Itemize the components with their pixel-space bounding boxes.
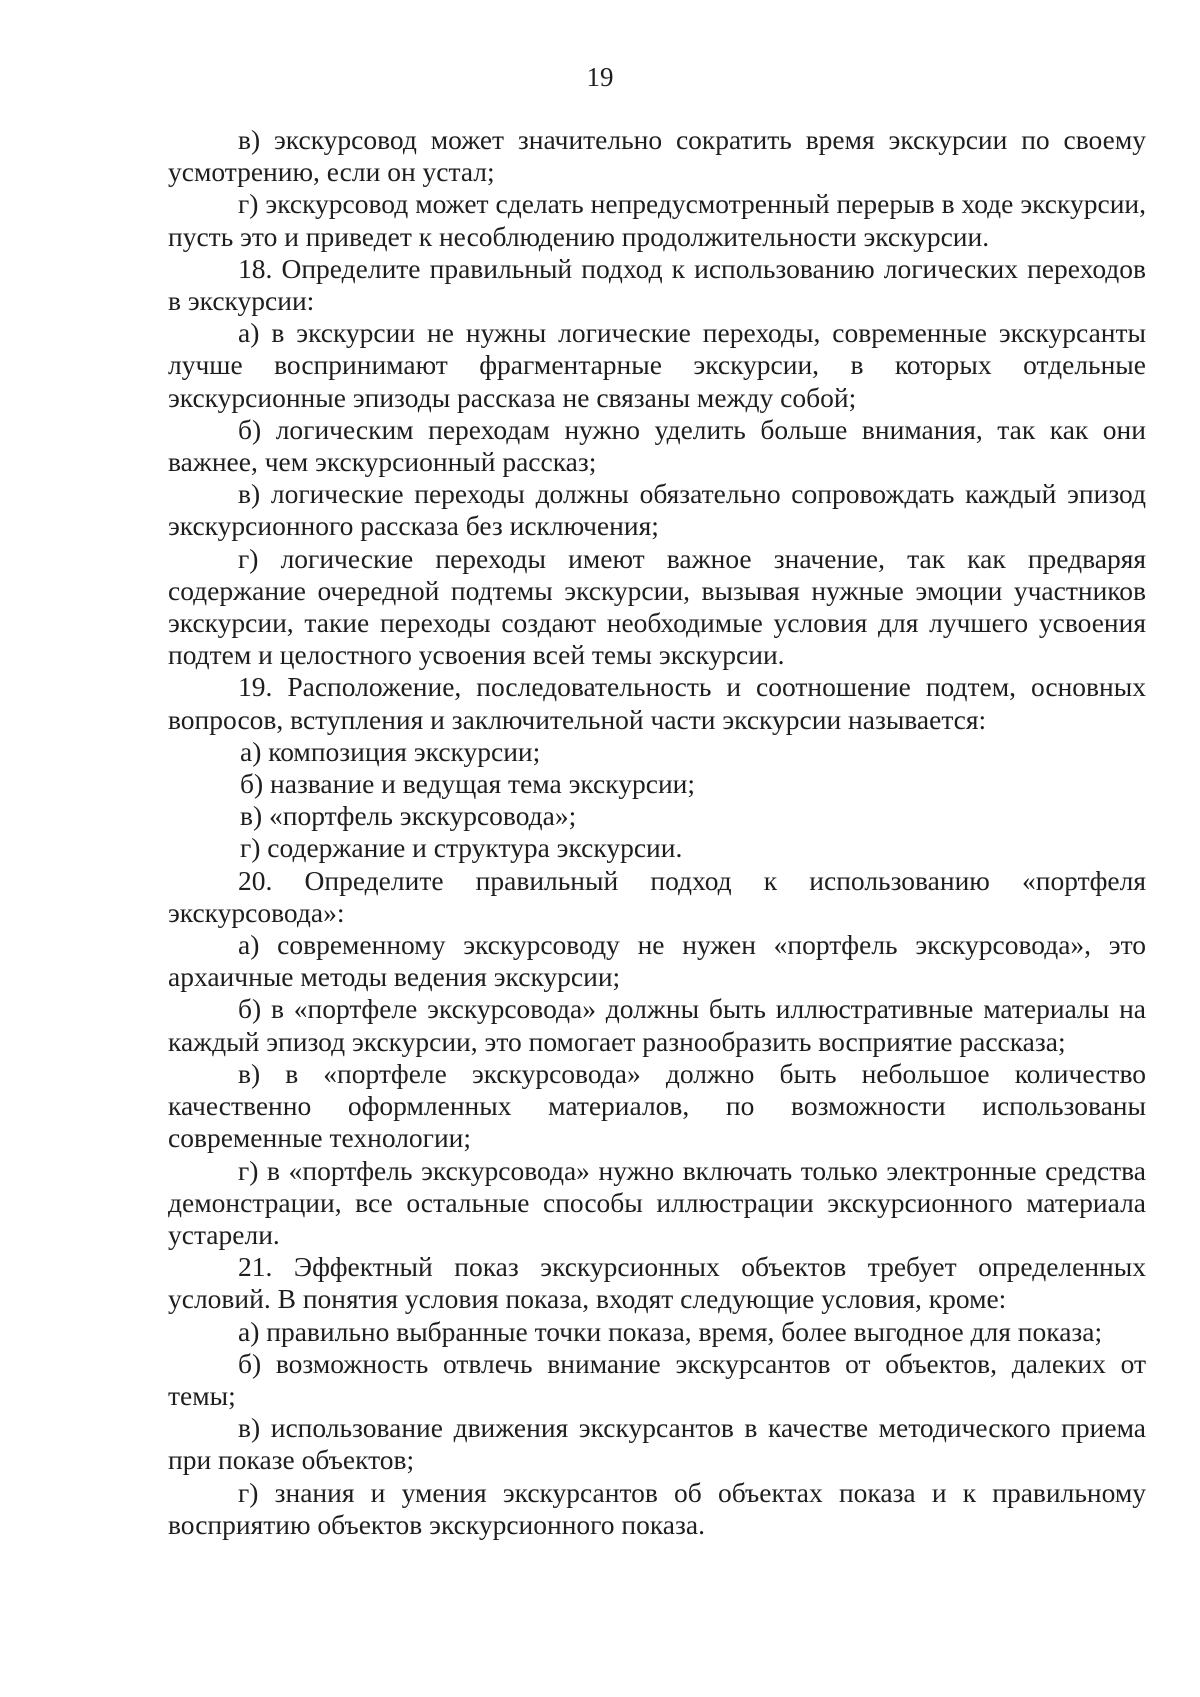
answer-option: в) в «портфеле экскурсовода» должно быть небольшое количество качественно оформленных материалов, по возможности использованы современные технологии;	[168, 1057, 1146, 1154]
answer-option: в) использование движения экскурсантов в качестве методического приема при показе объектов;	[168, 1412, 1146, 1476]
answer-option: а) правильно выбранные точки показа, время, более выгодное для показа;	[238, 1315, 1103, 1347]
answer-option: в) логические переходы должны обязательно сопровождать каждый эпизод экскурсионного рассказа без исключения;	[168, 478, 1146, 542]
answer-option: а) композиция экскурсии;	[240, 735, 541, 767]
answer-option: в) «портфель экскурсовода»;	[240, 800, 577, 832]
answer-option: а) в экскурсии не нужны логические переходы, современные экскурсанты лучше воспринимают фрагментарные экскурсии, в которых отдельные экскурсионные эпизоды рассказа не связаны между собой;	[168, 317, 1146, 413]
answer-option: г) логические переходы имеют важное значение, так как предваряя содержание очередной подтемы экскурсии, вызывая нужные эмоции участников экскурсии, такие переходы создают необходимые условия для лучшего усвоения подтем и целостного усвоения всей темы экскурсии.	[168, 542, 1146, 671]
question-18: 18. Определите правильный подход к использованию логических переходов в экскурсии:	[168, 252, 1146, 317]
answer-option: г) экскурсовод может сделать непредусмотренный перерыв в ходе экскурсии, пусть это и приведет к несоблюдению продолжительности экскурсии.	[168, 188, 1146, 252]
answer-option: г) в «портфель экскурсовода» нужно включать только электронные средства демонстрации, все остальные способы иллюстрации экскурсионного материала устарели.	[168, 1154, 1146, 1250]
answer-option: а) современному экскурсоводу не нужен «портфель экскурсовода», это архаичные методы ведения экскурсии;	[168, 929, 1146, 993]
answer-option: г) знания и умения экскурсантов об объектах показа и к правильному восприятию объектов экскурсионного показа.	[168, 1476, 1146, 1540]
answer-option: г) содержание и структура экскурсии.	[240, 832, 683, 864]
page-number: 19	[586, 62, 614, 92]
question-21: 21. Эффектный показ экскурсионных объектов требует определенных условий. В понятия условия показа, входят следующие условия, кроме:	[168, 1251, 1146, 1315]
answer-option: б) логическим переходам нужно уделить больше внимания, так как они важнее, чем экскурсионный рассказ;	[168, 413, 1146, 478]
document-body	[168, 124, 1146, 1541]
question-19: 19. Расположение, последовательность и соотношение подтем, основных вопросов, вступления и заключительной части экскурсии называется:	[168, 671, 1146, 735]
question-20: 20. Определите правильный подход к использованию «портфеля экскурсовода»:	[168, 864, 1146, 928]
answer-option: в) экскурсовод может значительно сократить время экскурсии по своему усмотрению, если он устал;	[168, 124, 1146, 188]
answer-option: б) возможность отвлечь внимание экскурсантов от объектов, далеких от темы;	[168, 1347, 1146, 1411]
answer-option: б) в «портфеле экскурсовода» должны быть иллюстративные материалы на каждый эпизод экскурсии, это помогает разнообразить восприятие рассказа;	[168, 993, 1146, 1057]
answer-option: б) название и ведущая тема экскурсии;	[240, 768, 696, 800]
